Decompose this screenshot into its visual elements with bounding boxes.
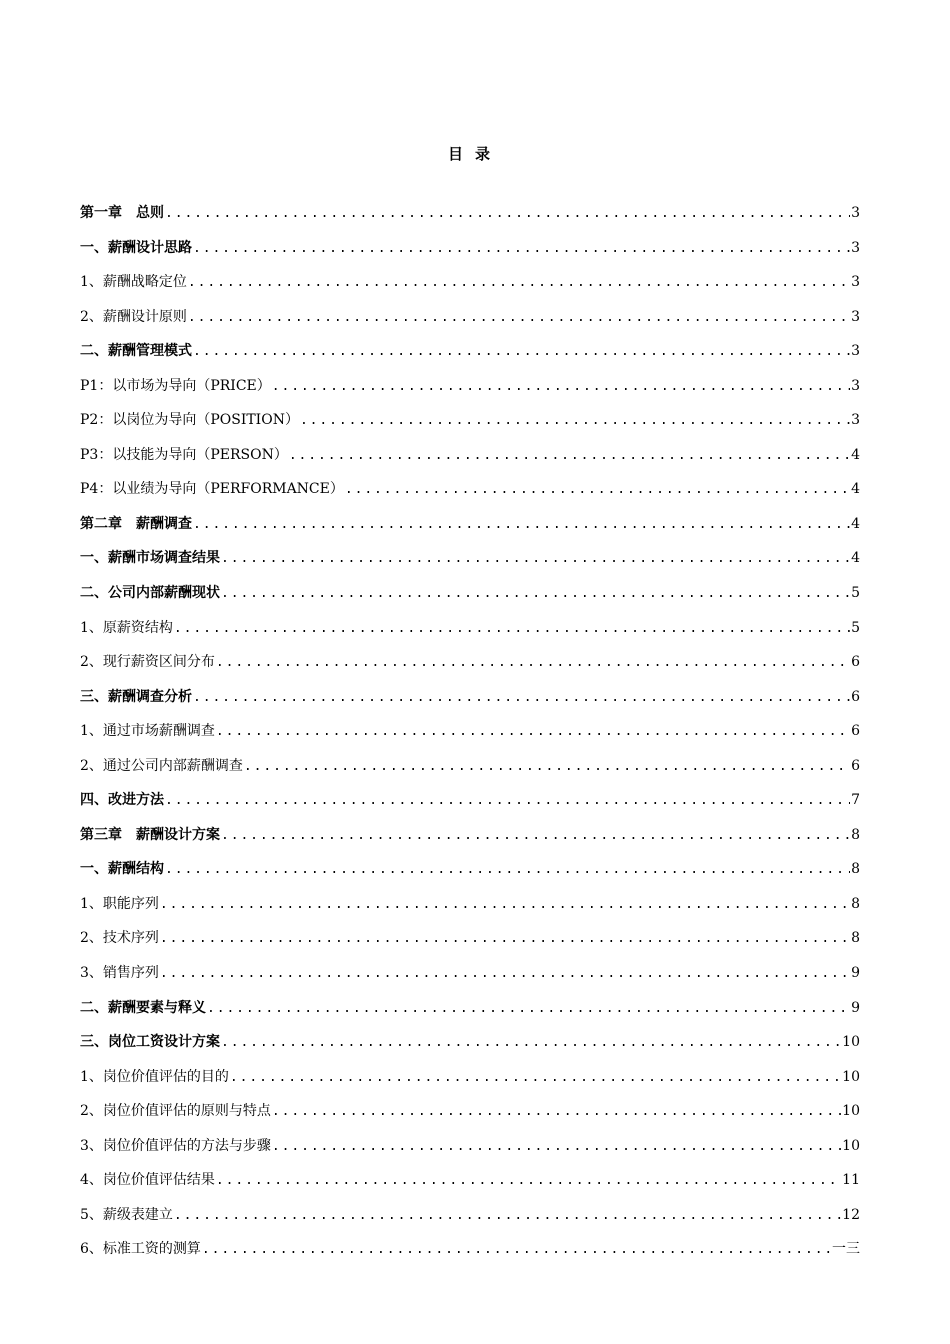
- toc-leader-dots: [221, 542, 850, 577]
- toc-entry-label: 二、公司内部薪酬现状: [80, 585, 220, 602]
- toc-leader-dots: [193, 508, 850, 543]
- toc-entry[interactable]: [80, 887, 860, 922]
- toc-entry-page-number: 3: [851, 377, 860, 394]
- toc-entry[interactable]: [80, 1198, 860, 1233]
- toc-entry-label: 1、职能序列: [80, 895, 159, 912]
- toc-entry-page-number: 6: [851, 654, 860, 671]
- toc-entry-page-number: 9: [851, 965, 860, 982]
- toc-entry[interactable]: [80, 403, 860, 438]
- toc-entry[interactable]: [80, 1232, 860, 1267]
- toc-entry-page-number: 10: [842, 1068, 860, 1085]
- toc-leader-dots: [272, 1130, 841, 1165]
- toc-entry[interactable]: [80, 1060, 860, 1095]
- toc-entry-page-number: 10: [842, 1034, 860, 1051]
- toc-leader-dots: [165, 197, 850, 232]
- toc-entry-page-number: 10: [842, 1137, 860, 1154]
- toc-entry-label: 1、薪酬战略定位: [80, 274, 187, 291]
- toc-entry-label: 一、薪酬市场调查结果: [80, 550, 220, 567]
- toc-entry-page-number: 8: [851, 895, 860, 912]
- toc-leader-dots: [221, 577, 850, 612]
- toc-leader-dots: [272, 1095, 841, 1130]
- toc-entry-label: 三、岗位工资设计方案: [80, 1034, 220, 1051]
- toc-entry[interactable]: [80, 369, 860, 404]
- toc-leader-dots: [202, 1233, 831, 1268]
- toc-entry-label: 二、薪酬要素与释义: [80, 999, 206, 1016]
- toc-leader-dots: [174, 612, 850, 647]
- toc-entry-page-number: 4: [851, 550, 860, 567]
- toc-entry[interactable]: [80, 783, 860, 818]
- toc-leader-dots: [165, 853, 850, 888]
- toc-entry-page-number: 3: [851, 274, 860, 291]
- toc-entry-page-number: 4: [851, 446, 860, 463]
- toc-leader-dots: [193, 335, 850, 370]
- toc-leader-dots: [174, 1199, 841, 1234]
- toc-leader-dots: [193, 232, 850, 267]
- toc-entry[interactable]: [80, 921, 860, 956]
- toc-leader-dots: [188, 266, 850, 301]
- toc-entry[interactable]: [80, 1163, 860, 1198]
- toc-entry-page-number: 8: [851, 861, 860, 878]
- toc-entry-page-number: 3: [851, 239, 860, 256]
- toc-entry-page-number: 3: [851, 412, 860, 429]
- toc-entry-label: P1：以市场为导向（PRICE）: [80, 377, 271, 394]
- toc-entry-page-number: 7: [851, 792, 860, 809]
- toc-entry-page-number: 10: [842, 1103, 860, 1120]
- toc-entry-label: 2、现行薪资区间分布: [80, 654, 215, 671]
- toc-leader-dots: [160, 922, 850, 957]
- toc-entry-page-number: 一三: [832, 1241, 860, 1258]
- toc-entry[interactable]: [80, 576, 860, 611]
- toc-entry-label: 1、通过市场薪酬调查: [80, 723, 215, 740]
- toc-entry-page-number: 5: [851, 619, 860, 636]
- toc-leader-dots: [160, 957, 850, 992]
- table-of-contents: [80, 196, 860, 1267]
- toc-entry-label: 3、岗位价值评估的方法与步骤: [80, 1137, 271, 1154]
- page-title: 目录: [447, 145, 502, 163]
- toc-entry-label: 2、技术序列: [80, 930, 159, 947]
- toc-entry[interactable]: [80, 956, 860, 991]
- toc-entry-label: 1、岗位价值评估的目的: [80, 1068, 229, 1085]
- toc-leader-dots: [244, 750, 850, 785]
- toc-entry[interactable]: [80, 991, 860, 1026]
- toc-entry-page-number: 4: [851, 515, 860, 532]
- toc-entry-page-number: 12: [842, 1206, 860, 1223]
- toc-entry-label: 第三章 薪酬设计方案: [80, 826, 220, 843]
- toc-entry-label: 四、改进方法: [80, 792, 164, 809]
- toc-entry[interactable]: [80, 1094, 860, 1129]
- toc-leader-dots: [188, 301, 850, 336]
- toc-entry[interactable]: [80, 1025, 860, 1060]
- toc-entry[interactable]: [80, 1129, 860, 1164]
- toc-entry-label: 三、薪酬调查分析: [80, 688, 192, 705]
- toc-entry-page-number: 3: [851, 343, 860, 360]
- toc-entry[interactable]: [80, 231, 860, 266]
- toc-entry-page-number: 8: [851, 930, 860, 947]
- toc-leader-dots: [289, 439, 850, 474]
- toc-entry-label: 一、薪酬结构: [80, 861, 164, 878]
- toc-entry-label: 2、通过公司内部薪酬调查: [80, 757, 243, 774]
- toc-entry[interactable]: [80, 852, 860, 887]
- toc-entry-label: 2、薪酬设计原则: [80, 308, 187, 325]
- toc-leader-dots: [300, 404, 850, 439]
- toc-entry-label: 第二章 薪酬调查: [80, 515, 192, 532]
- toc-leader-dots: [230, 1061, 841, 1096]
- toc-entry-label: P2：以岗位为导向（POSITION）: [80, 412, 299, 429]
- toc-entry[interactable]: [80, 611, 860, 646]
- toc-entry[interactable]: [80, 818, 860, 853]
- toc-entry-page-number: 6: [851, 757, 860, 774]
- toc-entry-label: 6、标准工资的测算: [80, 1241, 201, 1258]
- toc-entry-label: 第一章 总则: [80, 205, 164, 221]
- toc-leader-dots: [165, 784, 850, 819]
- toc-entry[interactable]: [80, 196, 860, 231]
- toc-entry-label: P4：以业绩为导向（PERFORMANCE）: [80, 481, 344, 498]
- toc-leader-dots: [207, 992, 850, 1027]
- toc-entry[interactable]: [80, 541, 860, 576]
- toc-entry[interactable]: [80, 507, 860, 542]
- toc-entry-page-number: 8: [851, 826, 860, 843]
- toc-entry-page-number: 4: [851, 481, 860, 498]
- toc-entry-page-number: 3: [851, 308, 860, 325]
- toc-leader-dots: [272, 370, 850, 405]
- toc-leader-dots: [221, 1026, 841, 1061]
- toc-entry-page-number: 6: [851, 723, 860, 740]
- toc-entry[interactable]: [80, 714, 860, 749]
- toc-leader-dots: [216, 715, 850, 750]
- toc-entry-page-number: 5: [851, 585, 860, 602]
- toc-entry[interactable]: [80, 265, 860, 300]
- toc-leader-dots: [216, 646, 850, 681]
- toc-entry-label: 5、薪级表建立: [80, 1206, 173, 1223]
- toc-leader-dots: [216, 1164, 841, 1199]
- toc-leader-dots: [345, 473, 850, 508]
- toc-entry-label: 3、销售序列: [80, 965, 159, 982]
- toc-entry-page-number: 3: [851, 205, 860, 221]
- toc-entry[interactable]: [80, 438, 860, 473]
- toc-entry-label: 4、岗位价值评估结果: [80, 1172, 215, 1189]
- toc-entry-label: P3：以技能为导向（PERSON）: [80, 446, 288, 463]
- toc-entry[interactable]: [80, 645, 860, 680]
- toc-entry[interactable]: [80, 749, 860, 784]
- toc-entry-page-number: 11: [842, 1172, 860, 1189]
- toc-entry-page-number: 6: [851, 688, 860, 705]
- toc-leader-dots: [160, 888, 850, 923]
- toc-entry[interactable]: [80, 300, 860, 335]
- toc-entry-label: 2、岗位价值评估的原则与特点: [80, 1103, 271, 1120]
- toc-entry-page-number: 9: [851, 999, 860, 1016]
- toc-entry-label: 1、原薪资结构: [80, 619, 173, 636]
- toc-entry-label: 二、薪酬管理模式: [80, 343, 192, 360]
- toc-entry[interactable]: [80, 680, 860, 715]
- toc-entry[interactable]: [80, 334, 860, 369]
- toc-entry[interactable]: [80, 472, 860, 507]
- toc-entry-label: 一、薪酬设计思路: [80, 239, 192, 256]
- toc-leader-dots: [193, 681, 850, 716]
- toc-leader-dots: [221, 819, 850, 854]
